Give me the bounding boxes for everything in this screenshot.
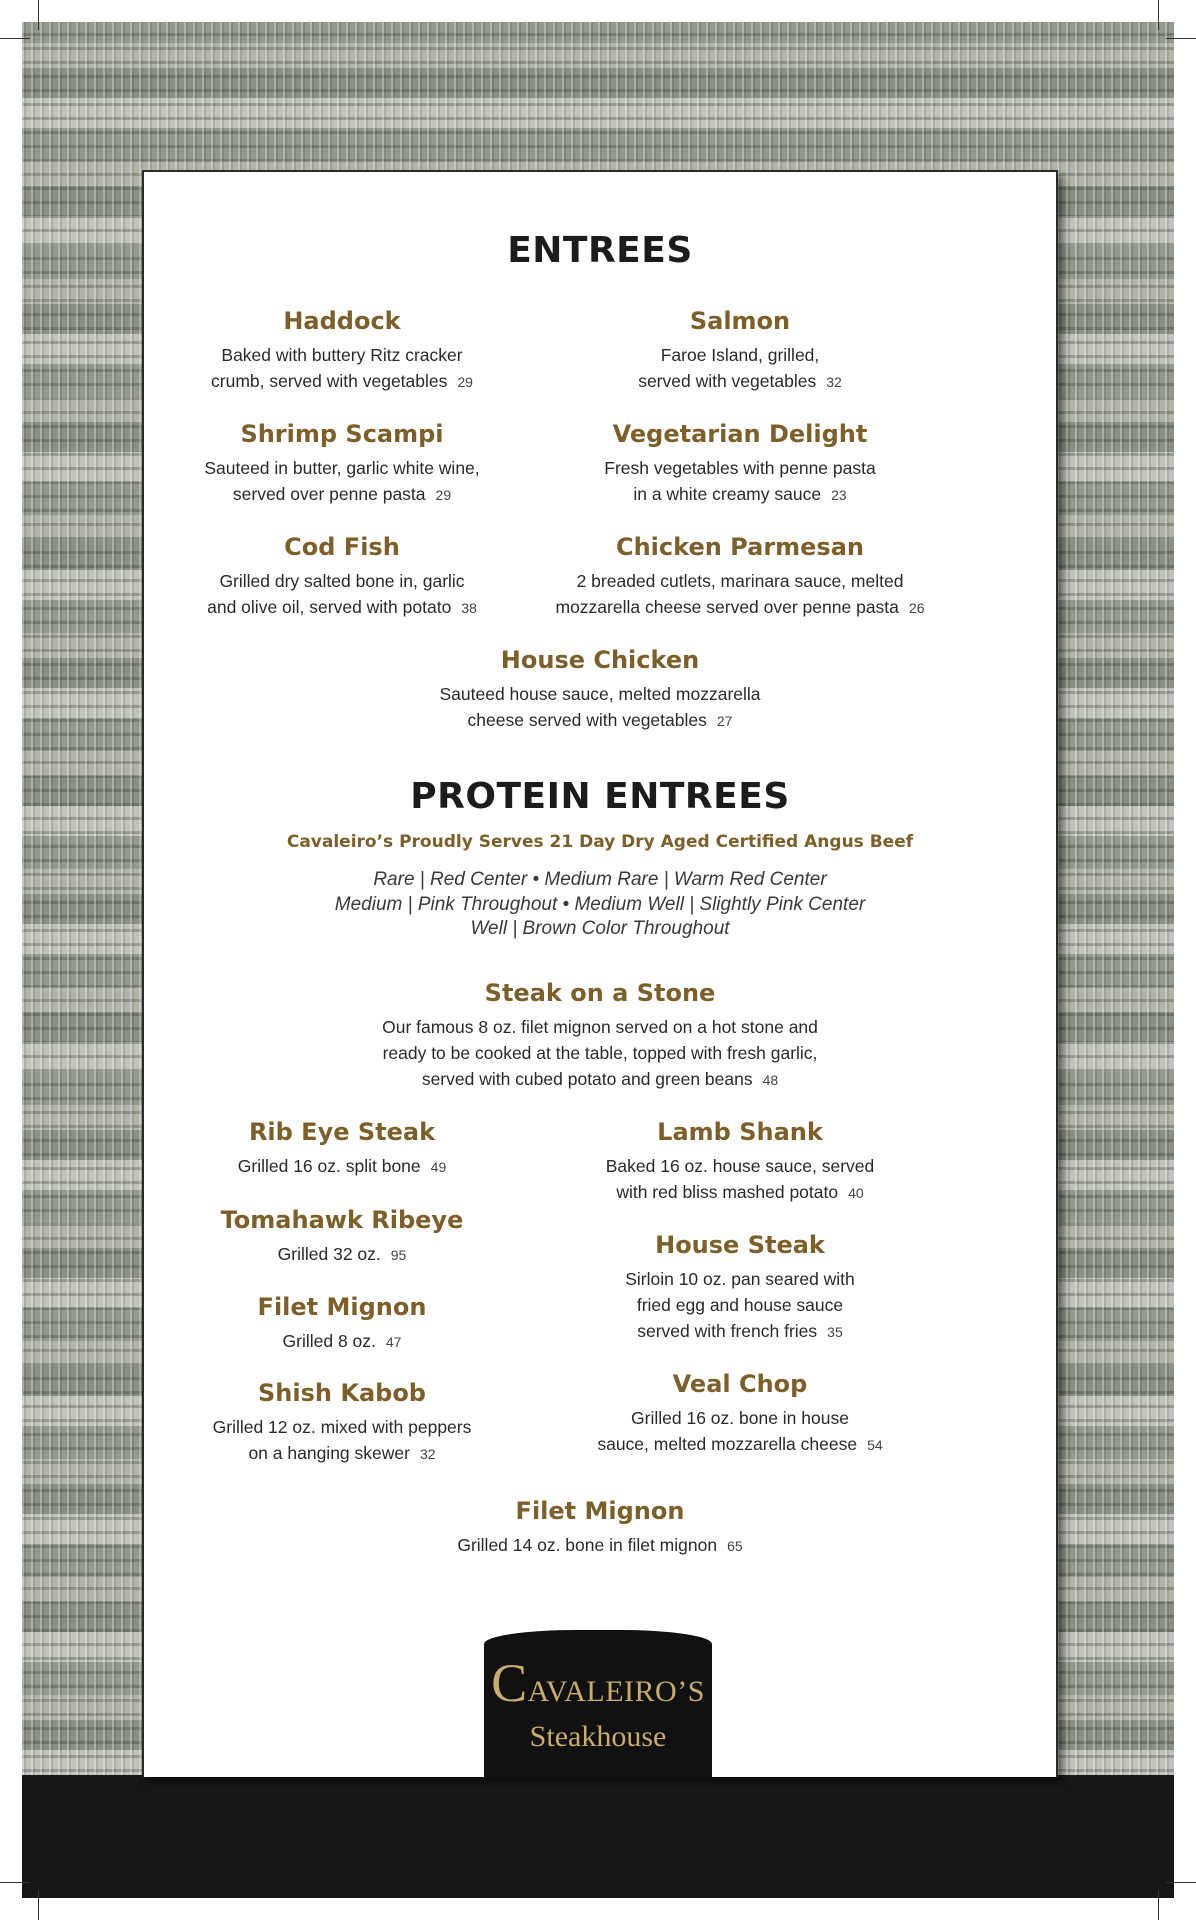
item-desc (142, 1328, 542, 1355)
item-name: Haddock (283, 307, 401, 335)
crop-mark (0, 38, 30, 39)
item-name: Veal Chop (672, 1370, 808, 1398)
item-name: Steak on a Stone (484, 979, 716, 1007)
menu-item-filet-mignon-bone-in (400, 1496, 800, 1559)
temperature-line: Rare | Red Center • Medium Rare | Warm Red Center (373, 869, 827, 890)
item-name: Cod Fish (284, 533, 400, 561)
menu-item-salmon (540, 306, 940, 395)
crop-mark (1158, 0, 1159, 30)
crop-mark (1166, 1882, 1196, 1883)
menu-item-house-chicken (400, 645, 800, 734)
crop-mark (1166, 38, 1196, 39)
item-price: 65 (727, 1538, 743, 1554)
item-description: Grilled 16 oz. split bone (237, 1156, 421, 1176)
item-name: Salmon (689, 307, 791, 335)
menu-item-filet-mignon (142, 1292, 542, 1355)
item-description: Sauteed in butter, garlic white wine, served over penne pasta (204, 458, 480, 504)
item-price: 35 (827, 1324, 843, 1340)
item-description: Grilled 8 oz. (282, 1331, 376, 1351)
item-desc (400, 681, 800, 734)
crop-mark (0, 1882, 30, 1883)
protein-entrees-title: PROTEIN ENTREES (410, 776, 790, 817)
item-description: Grilled dry salted bone in, garlic and olive oil, served with potato (207, 571, 465, 617)
menu-item-rib-eye-steak (142, 1117, 542, 1180)
item-name: Rib Eye Steak (248, 1118, 436, 1146)
logo-initial: C (491, 1653, 528, 1713)
bottom-bar (22, 1775, 1174, 1898)
item-name: Filet Mignon (515, 1497, 685, 1525)
item-price: 32 (826, 374, 842, 390)
item-name: Lamb Shank (657, 1118, 823, 1146)
item-desc (540, 342, 940, 395)
menu-item-chicken-parmesan (480, 532, 1000, 621)
item-desc (540, 1405, 940, 1458)
item-name: Chicken Parmesan (615, 533, 864, 561)
item-description: 2 breaded cutlets, marinara sauce, melted mozzarella cheese served over penne pasta (555, 571, 904, 617)
cavaleiros-logo (484, 1630, 712, 1777)
menu-item-steak-on-a-stone (340, 978, 860, 1093)
menu-item-lamb-shank (540, 1117, 940, 1206)
item-name: Vegetarian Delight (612, 420, 868, 448)
item-desc (400, 1532, 800, 1559)
item-price: 49 (430, 1159, 447, 1175)
item-price: 32 (419, 1446, 436, 1462)
crop-mark (38, 1890, 39, 1920)
item-description: Baked with buttery Ritz cracker crumb, served with vegetables (211, 345, 463, 391)
menu-item-shrimp-scampi (142, 419, 542, 508)
item-description: Sauteed house sauce, melted mozzarella cheese served with vegetables (439, 684, 761, 730)
item-desc (540, 455, 940, 508)
menu-item-haddock (142, 306, 542, 395)
item-price: 29 (435, 487, 452, 503)
item-desc (142, 342, 542, 395)
item-desc (340, 1014, 860, 1093)
item-desc (142, 1153, 542, 1180)
menu-item-tomahawk-ribeye (142, 1205, 542, 1268)
temperature-line: Medium | Pink Throughout • Medium Well | Slightly Pink Center (334, 893, 866, 915)
protein-tagline: Cavaleiro’s Proudly Serves 21 Day Dry Aged Certified Angus Beef (286, 832, 914, 852)
menu-item-house-steak (540, 1230, 940, 1345)
logo-name-rest: AVALEIRO’S (527, 1675, 705, 1708)
item-price: 40 (848, 1185, 864, 1201)
item-description: Sirloin 10 oz. pan seared with fried egg and house sauce served with french fries (625, 1269, 855, 1341)
item-description: Grilled 32 oz. (277, 1244, 381, 1264)
item-price: 38 (461, 600, 477, 616)
item-description: Grilled 16 oz. bone in house sauce, melted mozzarella cheese (597, 1408, 858, 1454)
item-desc (142, 455, 542, 508)
item-name: Filet Mignon (257, 1293, 427, 1321)
item-price: 27 (716, 713, 733, 729)
crop-mark (1158, 1890, 1159, 1920)
item-name: Tomahawk Ribeye (220, 1206, 464, 1234)
item-description: Fresh vegetables with penne pasta in a white creamy sauce (604, 458, 876, 504)
item-name: Shish Kabob (258, 1379, 426, 1407)
temperature-guide (144, 868, 1056, 942)
item-name: House Steak (655, 1231, 825, 1259)
entrees-title: ENTREES (507, 230, 693, 271)
item-price: 95 (390, 1247, 407, 1263)
menu-item-veal-chop (540, 1369, 940, 1458)
item-description: Baked 16 oz. house sauce, served with red bliss mashed potato (605, 1156, 875, 1202)
item-price: 29 (457, 374, 473, 390)
item-description: Grilled 12 oz. mixed with peppers on a hanging skewer (212, 1417, 472, 1463)
item-description: Our famous 8 oz. filet mignon served on a hot stone and ready to be cooked at the table, topped with fresh garlic, served with cubed potato and green beans (382, 1017, 818, 1089)
temperature-line: Well | Brown Color Throughout (470, 918, 730, 939)
item-description: Faroe Island, grilled, served with vegetables (638, 345, 820, 391)
item-desc (540, 1153, 940, 1206)
item-desc (540, 1266, 940, 1345)
item-name: Shrimp Scampi (240, 420, 444, 448)
item-name: House Chicken (500, 646, 700, 674)
item-price: 54 (867, 1437, 883, 1453)
logo-subtitle: Steakhouse (529, 1720, 667, 1753)
menu-panel (142, 170, 1058, 1777)
item-desc (142, 1241, 542, 1268)
item-desc (142, 1414, 542, 1467)
item-desc (480, 568, 1000, 621)
menu-item-shish-kabob (142, 1378, 542, 1467)
item-price: 23 (831, 487, 847, 503)
crop-mark (38, 0, 39, 30)
item-description: Grilled 14 oz. bone in filet mignon (457, 1535, 718, 1555)
item-price: 26 (908, 600, 925, 616)
item-price: 47 (385, 1334, 402, 1350)
logo-name (484, 1652, 712, 1714)
item-price: 48 (762, 1072, 779, 1088)
menu-item-vegetarian-delight (540, 419, 940, 508)
